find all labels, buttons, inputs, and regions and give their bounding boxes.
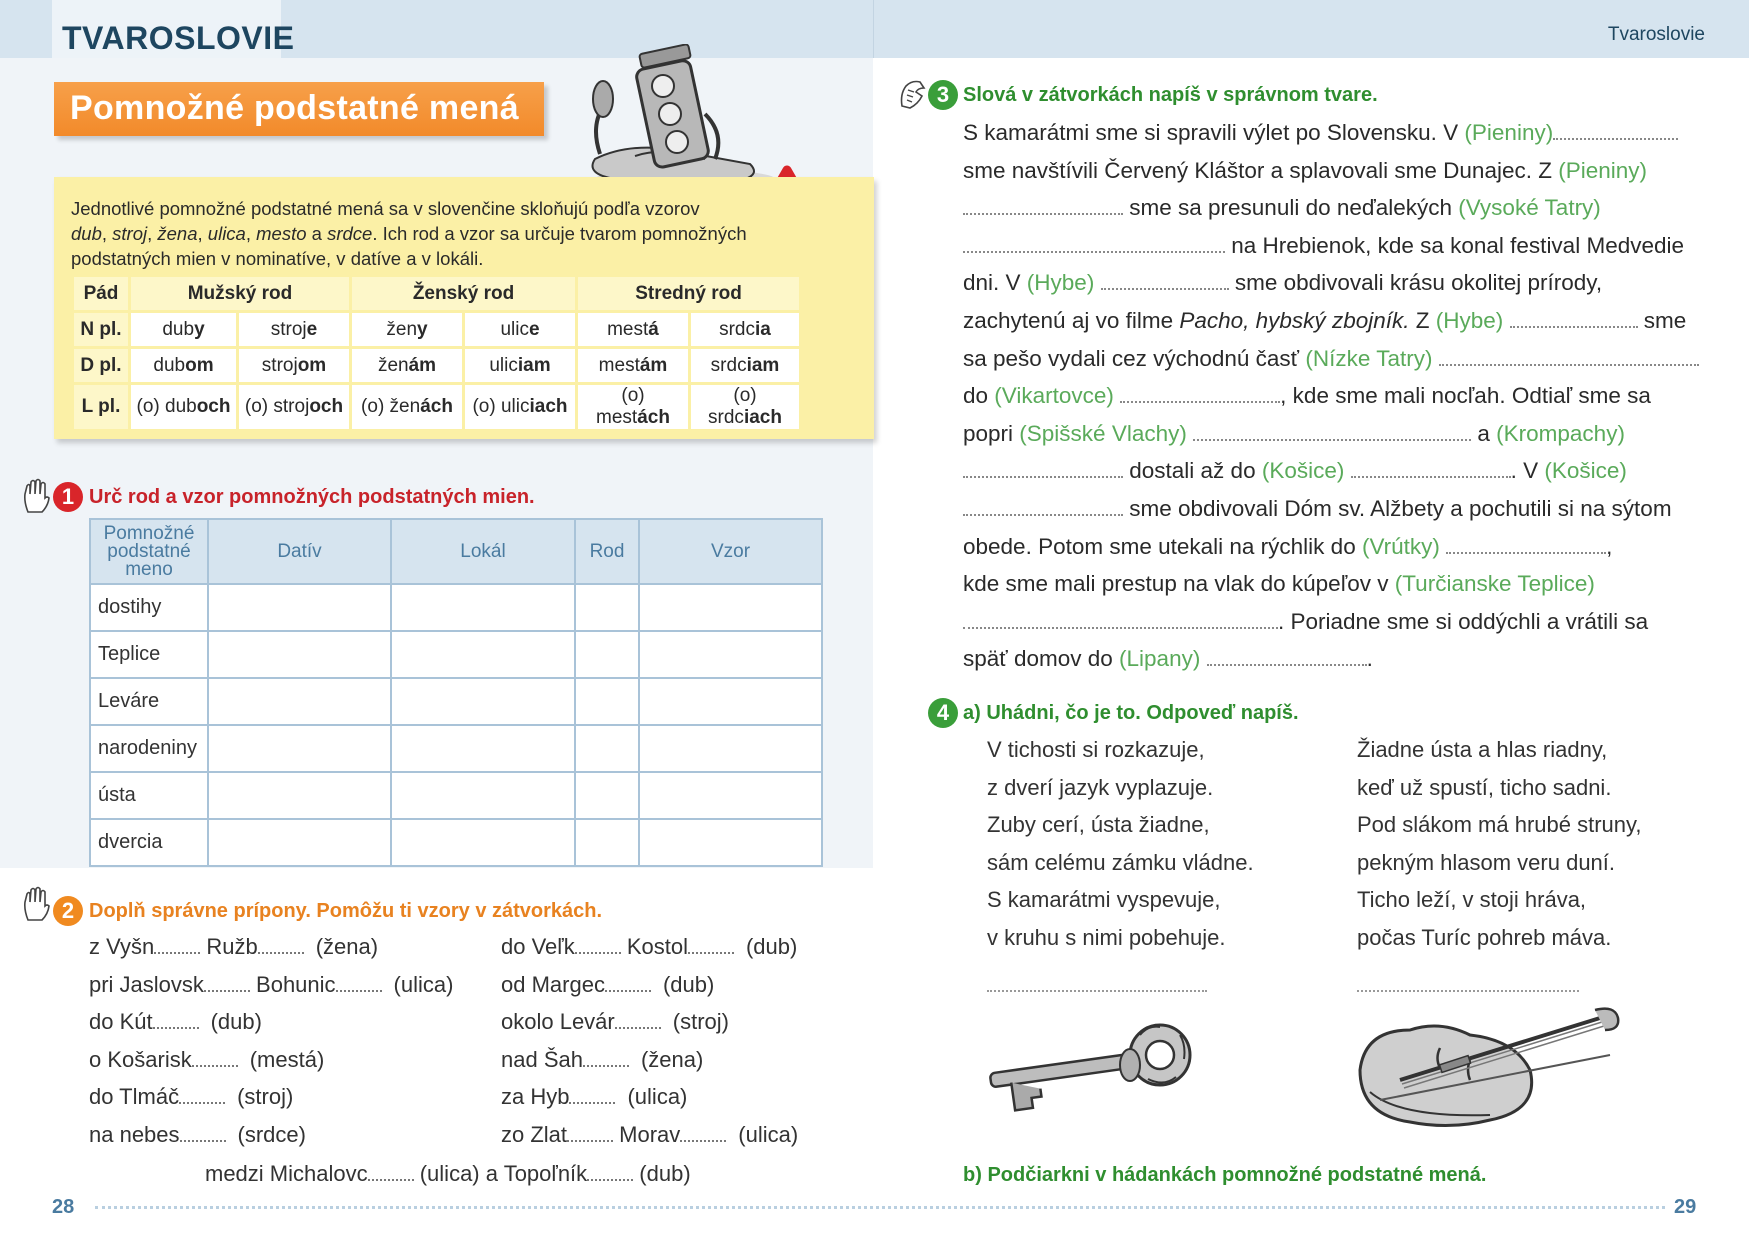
declension-cell: (o) uliciach [465, 385, 575, 429]
answer-line-right[interactable] [1357, 990, 1579, 992]
place-hint: (Pieniny) [1464, 120, 1554, 145]
answer-cell[interactable] [391, 631, 575, 678]
ex4a-heading [963, 702, 1299, 725]
ex2-hint: (stroj) [237, 1084, 294, 1110]
pointing-hand-icon [22, 886, 50, 922]
ex2-last-word-2: (ulica) a Topoľník [419, 1161, 588, 1186]
ex2-word: na nebes [89, 1121, 180, 1147]
place-hint: (Hybe) [1435, 307, 1504, 333]
fill-blank[interactable] [1351, 462, 1511, 478]
ex2-hint: (stroj) [672, 1009, 729, 1035]
text-segment: do [963, 383, 995, 409]
ex2-word: do Tlmáč [89, 1084, 180, 1110]
declension-cell: srdcia [691, 313, 799, 346]
blank[interactable] [180, 1126, 226, 1142]
ex2-word: o Košarisk [89, 1046, 192, 1072]
ex2-last-line [205, 1161, 691, 1187]
place-hint: (Košice) [1544, 458, 1627, 484]
answer-cell[interactable] [391, 678, 575, 725]
text-segment: S kamarátmi sme si spravili výlet po Slovensku. V [963, 120, 1465, 145]
text-segment: Z [1409, 307, 1436, 333]
text-segment: . [1366, 646, 1373, 672]
ex2-word: Bohunic [249, 971, 336, 997]
declension-cell: srdciam [691, 349, 799, 382]
answer-cell[interactable] [639, 631, 822, 678]
ex2-item [89, 1047, 453, 1085]
riddle-line: S kamarátmi vyspevuje, [987, 887, 1221, 913]
ex1-header-locative: Lokál [391, 519, 575, 584]
ex3-line [963, 114, 1703, 152]
header-feminine: Ženský rod [352, 277, 575, 310]
ex2-hint: (srdce) [237, 1121, 306, 1147]
blank[interactable] [688, 938, 734, 954]
declension-cell: mestá [578, 313, 688, 346]
declension-cell: duby [131, 313, 236, 346]
noun-cell: dostihy [90, 584, 208, 631]
answer-cell[interactable] [575, 725, 639, 772]
text-segment: a [1471, 420, 1497, 446]
answer-cell[interactable] [391, 772, 575, 819]
fill-blank[interactable] [1446, 538, 1606, 554]
ex4-number: 4 [928, 698, 958, 728]
header-case: Pád [74, 277, 128, 310]
text-segment: popri [963, 420, 1020, 446]
answer-cell[interactable] [639, 584, 822, 631]
text-segment: na Hrebienok, kde sa konal festival Medvedie [1225, 232, 1685, 258]
fill-blank[interactable] [1510, 312, 1638, 328]
riddle-line: z dverí jazyk vyplazuje. [987, 774, 1214, 800]
declension-cell: (o) ženách [352, 385, 462, 429]
table-row [90, 725, 822, 772]
blank[interactable] [567, 1126, 613, 1142]
fill-blank[interactable] [1101, 274, 1229, 290]
fill-blank[interactable] [1439, 350, 1699, 366]
place-hint: (Hybe) [1026, 270, 1095, 296]
blank[interactable] [575, 938, 621, 954]
declension-cell: stroje [239, 313, 349, 346]
ex2-item [89, 1009, 453, 1047]
ex2-hint: (dub) [210, 1009, 262, 1035]
answer-cell[interactable] [391, 584, 575, 631]
ex1-header-noun: Pomnožné podstatné meno [90, 519, 208, 584]
declension-cell: (o) strojoch [239, 385, 349, 429]
riddle-line: v kruhu s nimi pobehuje. [987, 924, 1226, 950]
ex3-line [963, 340, 1703, 378]
noun-cell: Teplice [90, 631, 208, 678]
rule-line-3: podstatných mien v nominatíve, v datíve a v lokáli. [71, 248, 484, 269]
ex1-header-gender: Rod [575, 519, 639, 584]
ex3-line [963, 227, 1703, 265]
answer-cell[interactable] [391, 819, 575, 866]
answer-cell[interactable] [208, 584, 391, 631]
table-row [90, 584, 822, 631]
ex2-word: pri Jaslovsk [89, 971, 204, 997]
footer-dotted-rule [95, 1206, 1665, 1209]
answer-cell[interactable] [575, 678, 639, 725]
fill-blank[interactable] [963, 199, 1123, 215]
ex3-line [963, 452, 1703, 490]
text-segment: sme navštívili Červený Kláštor a splavovali sme Dunajec. Z [963, 157, 1559, 183]
ex2-hint: (ulica) [738, 1121, 799, 1147]
ex2-item [501, 1009, 798, 1047]
ex3-line [963, 415, 1703, 453]
declension-cell: mestám [578, 349, 688, 382]
ex2-hint: (žena) [640, 1046, 704, 1072]
text-segment: kde sme mali prestup na vlak do kúpeľov v [963, 571, 1395, 597]
declension-cell: ženy [352, 313, 462, 346]
blank[interactable] [153, 1013, 199, 1029]
text-segment: . V [1510, 458, 1545, 484]
ex2-word: do Veľk [501, 934, 575, 959]
blank[interactable] [615, 1013, 661, 1029]
declension-cell: ženám [352, 349, 462, 382]
text-segment: sme obdivovali krásu okolitej prírody, [1228, 270, 1603, 296]
fill-blank[interactable] [1120, 387, 1280, 403]
declension-cell: ulice [465, 313, 575, 346]
ex2-word: nad Šah [501, 1046, 583, 1072]
ex1-table [89, 518, 823, 867]
declension-row [74, 349, 799, 382]
text-segment: dostali až do [1123, 458, 1262, 484]
riddle-line: keď už spustí, ticho sadni. [1357, 774, 1612, 800]
riddle-right [1357, 731, 1642, 957]
ex2-hint: (dub) [662, 971, 715, 997]
riddle-line: Ticho leží, v stoji hráva, [1357, 887, 1587, 913]
header-masculine: Mužský rod [131, 277, 349, 310]
ex2-item [501, 972, 798, 1010]
text-segment: dni. V [963, 270, 1027, 296]
blank[interactable] [587, 1165, 633, 1181]
case-label: D pl. [74, 349, 128, 382]
riddle-line: V tichosti si rozkazuje, [987, 737, 1205, 762]
case-label: N pl. [74, 313, 128, 346]
ex2-word: Ružb [200, 934, 258, 959]
declension-table [71, 274, 802, 432]
header-neuter: Stredný rod [578, 277, 799, 310]
ex3-line [963, 565, 1703, 603]
declension-cell: (o) srdciach [691, 385, 799, 429]
ex2-word: Kostol [620, 934, 688, 959]
noun-cell: narodeniny [90, 725, 208, 772]
declension-cell: (o) mestách [578, 385, 688, 429]
hand-icon [22, 478, 50, 514]
ex2-item [501, 1122, 798, 1160]
answer-line-left[interactable] [987, 990, 1207, 992]
answer-cell[interactable] [208, 772, 391, 819]
ex3-text [963, 114, 1703, 678]
table-row [90, 678, 822, 725]
rule-text [71, 196, 761, 271]
film-title: Pacho, hybský zbojník. [1179, 307, 1410, 333]
table-row [90, 819, 822, 866]
riddle-line: Žiadne ústa a hlas riadny, [1357, 737, 1608, 762]
double-bass-illustration [1340, 1000, 1625, 1135]
text-segment: . Poriadne sme si oddýchli a vrátili sa [1278, 608, 1649, 634]
answer-cell[interactable] [639, 678, 822, 725]
ex2-word: z Vyšn [89, 934, 155, 959]
answer-cell[interactable] [208, 725, 391, 772]
ex1-header-pattern: Vzor [639, 519, 822, 584]
ex2-word: od Margec [501, 971, 605, 997]
chapter-title: TVAROSLOVIE [62, 20, 295, 56]
answer-cell[interactable] [391, 725, 575, 772]
answer-cell[interactable] [639, 725, 822, 772]
ex4a-title: Uhádni, čo je to. Odpoveď napíš. [986, 702, 1299, 724]
fill-blank[interactable] [963, 500, 1123, 516]
ex2-word: zo Zlat [501, 1121, 568, 1147]
ex1-number: 1 [53, 482, 83, 512]
declension-row [74, 385, 799, 429]
ex2-hint: (ulica) [393, 971, 454, 997]
ex3-line [963, 264, 1703, 302]
key-illustration [980, 1015, 1210, 1125]
ex3-line [963, 189, 1703, 227]
noun-cell: dvercia [90, 819, 208, 866]
place-hint: (Vikartovce) [994, 383, 1114, 409]
ex2-item [89, 972, 453, 1010]
blank[interactable] [258, 938, 304, 954]
place-hint: (Krompachy) [1496, 420, 1625, 446]
writing-hand-icon [898, 76, 928, 112]
riddle-line: pekným hlasom veru duní. [1357, 849, 1616, 875]
ex2-hint: (ulica) [627, 1084, 688, 1110]
answer-cell[interactable] [208, 631, 391, 678]
text-segment: sme [1637, 307, 1687, 333]
ex2-item [89, 1122, 453, 1160]
rule-line-2: dub, stroj, žena, ulica, mesto a srdce. Ich rod a vzor sa určuje tvarom pomnožných [71, 223, 747, 244]
place-hint: (Nízke Tatry) [1305, 345, 1433, 371]
ex2-last-hint: (dub) [639, 1161, 691, 1186]
ex3-line [963, 640, 1703, 678]
ex3-line [963, 302, 1703, 340]
riddle-line: sám celému zámku vládne. [987, 849, 1254, 875]
ex4b-label: b) [963, 1164, 982, 1186]
declension-row [74, 313, 799, 346]
text-segment: , [1606, 533, 1613, 559]
running-head: Tvaroslovie [1607, 24, 1705, 45]
answer-cell[interactable] [575, 819, 639, 866]
table-row [90, 772, 822, 819]
case-label: L pl. [74, 385, 128, 429]
ex2-item [501, 1047, 798, 1085]
table-row [90, 631, 822, 678]
page-gutter [873, 0, 874, 58]
text-segment: obede. Potom sme utekali na rýchlik do [963, 533, 1362, 559]
ex4a-label: a) [963, 702, 981, 724]
ex1-header-dative: Datív [208, 519, 391, 584]
fill-blank[interactable] [1207, 650, 1367, 666]
ex3-line [963, 377, 1703, 415]
ex2-right-column [501, 934, 798, 1160]
answer-cell[interactable] [639, 819, 822, 866]
answer-cell[interactable] [208, 819, 391, 866]
ex2-word: za Hyb [501, 1084, 570, 1110]
ex2-item [89, 934, 453, 972]
ex2-item [89, 1084, 453, 1122]
lesson-title: Pomnožné podstatné mená [70, 89, 519, 127]
answer-cell[interactable] [208, 678, 391, 725]
ex2-title: Doplň správne prípony. Pomôžu ti vzory v zátvorkách. [89, 900, 603, 922]
ex3-line [963, 152, 1703, 190]
page-number-right: 29 [1674, 1196, 1697, 1218]
fill-blank[interactable] [1553, 124, 1678, 140]
answer-cell[interactable] [575, 584, 639, 631]
declension-cell: (o) duboch [131, 385, 236, 429]
rule-line-1: Jednotlivé pomnožné podstatné mená sa v slovenčine skloňujú podľa vzorov [71, 198, 700, 219]
noun-cell: ústa [90, 772, 208, 819]
ex2-last-word-1: medzi Michalovc [205, 1161, 368, 1186]
ex2-hint: (dub) [745, 934, 798, 959]
blank[interactable] [179, 1088, 225, 1104]
blank[interactable] [680, 1126, 726, 1142]
blank[interactable] [192, 1051, 238, 1067]
ex3-line [963, 603, 1703, 641]
text-segment: zachytenú aj vo filme [963, 307, 1180, 333]
fill-blank[interactable] [963, 613, 1278, 629]
page-number-left: 28 [52, 1196, 75, 1218]
ex2-left-column [89, 934, 453, 1160]
answer-cell[interactable] [575, 631, 639, 678]
text-segment: sme sa presunuli do neďalekých [1123, 195, 1459, 221]
declension-cell: dubom [131, 349, 236, 382]
riddle-line: Pod slákom má hrubé struny, [1357, 812, 1642, 838]
ex2-hint: (žena) [315, 934, 379, 959]
riddle-line: počas Turíc pohreb máva. [1357, 924, 1612, 950]
text-segment: späť domov do [963, 646, 1120, 672]
ex4b-title: Podčiarkni v hádankách pomnožné podstatné mená. [987, 1164, 1487, 1186]
ex3-line [963, 490, 1703, 528]
text-segment: sme obdivovali Dóm sv. Alžbety a pochutili si na sýtom [1123, 495, 1672, 521]
ex2-item [501, 1084, 798, 1122]
ex2-word: do Kút [89, 1009, 153, 1035]
declension-cell: uliciam [465, 349, 575, 382]
ex2-hint: (mestá) [249, 1046, 325, 1072]
fill-blank[interactable] [1193, 425, 1471, 441]
place-hint: (Košice) [1261, 458, 1345, 484]
ex2-number: 2 [53, 896, 83, 926]
ex3-line [963, 528, 1703, 566]
ex1-title: Urč rod a vzor pomnožných podstatných mien. [89, 486, 535, 508]
blank[interactable] [605, 976, 651, 992]
text-segment: sa pešo vydali cez východnú časť [963, 345, 1306, 371]
blank[interactable] [368, 1165, 414, 1181]
answer-cell[interactable] [639, 772, 822, 819]
ex3-title: Slová v zátvorkách napíš v správnom tvare. [963, 84, 1378, 106]
blank[interactable] [583, 1051, 629, 1067]
ex2-item [501, 934, 798, 972]
place-hint: (Vysoké Tatry) [1458, 195, 1601, 221]
text-segment: , kde sme mali nocľah. Odtiaľ sme sa [1280, 383, 1651, 409]
noun-cell: Leváre [90, 678, 208, 725]
fill-blank[interactable] [963, 462, 1123, 478]
place-hint: (Lipany) [1119, 646, 1201, 672]
fill-blank[interactable] [963, 237, 1225, 253]
ex2-word: okolo Levár [501, 1009, 615, 1035]
ex3-number: 3 [928, 80, 958, 110]
place-hint: (Pieniny) [1558, 157, 1647, 183]
ex4b-heading [963, 1164, 1486, 1187]
place-hint: (Spišské Vlachy) [1019, 420, 1187, 446]
ex2-word: Morav [613, 1121, 681, 1147]
place-hint: (Turčianske Teplice) [1394, 571, 1595, 597]
place-hint: (Vrútky) [1361, 533, 1440, 559]
declension-cell: strojom [239, 349, 349, 382]
blank[interactable] [154, 938, 200, 954]
riddle-line: Zuby cerí, ústa žiadne, [987, 812, 1210, 838]
blank[interactable] [336, 976, 382, 992]
blank[interactable] [204, 976, 250, 992]
blank[interactable] [569, 1088, 615, 1104]
riddle-left [987, 731, 1254, 957]
answer-cell[interactable] [575, 772, 639, 819]
